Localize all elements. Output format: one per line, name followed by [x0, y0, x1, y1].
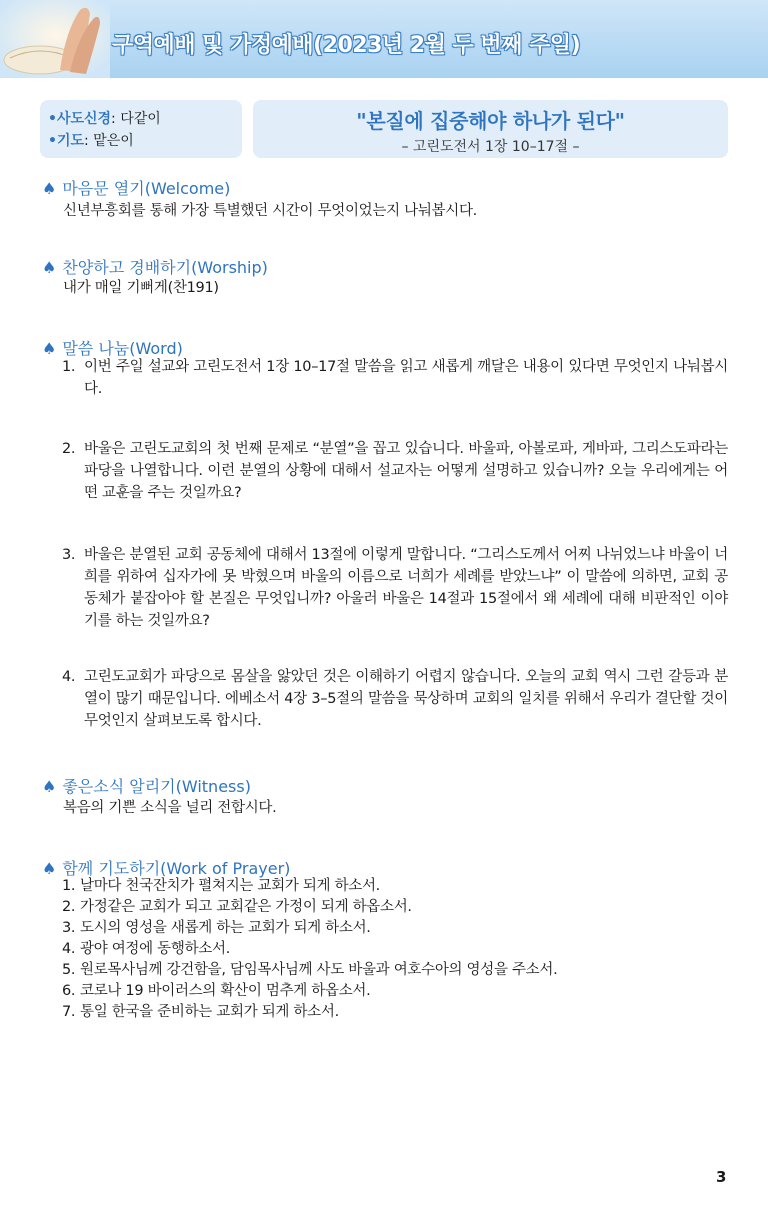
worship-order-box [40, 100, 242, 158]
section-witness-title: ♠ 좋은소식 알리기(Witness) [42, 777, 251, 796]
prayer-list [62, 876, 557, 1023]
prayer-item: 6. 코로나 19 바이러스의 확산이 멈추게 하옵소서. [62, 983, 371, 999]
prayer-item: 4. 광야 여정에 동행하소서. [62, 941, 230, 957]
word-question-1: 1. 이번 주일 설교와 고린도전서 1장 10–17절 말씀을 읽고 새롭게 깨달은 내용이 있다면 무엇인지 나눠봅시다. [62, 359, 728, 397]
creed-value: : 다같이 [111, 111, 161, 127]
prayer-item: 7. 통일 한국을 준비하는 교회가 되게 하소서. [62, 1004, 339, 1020]
word-question-4: 4. 고린도교회가 파당으로 몸살을 앓았던 것은 이해하기 어렵지 않습니다. 오늘의 교회 역시 그런 갈등과 분열이 많기 때문입니다. 에베소서 4장 3–5절의 말씀을 묵상하며 교회의 일치를 위해서 우리가 결단할 것이 무엇인지 살펴보도록 합시다. [62, 669, 728, 729]
page-header [0, 0, 768, 78]
spade-icon: ♠ [42, 258, 57, 277]
page-title: 구역예배 및 가정예배(2023년 2월 두 번째 주일) [112, 33, 581, 58]
word-question-3: 3. 바울은 분열된 교회 공동체에 대해서 13절에 이렇게 말합니다. “그리스도께서 어찌 나뉘었느냐 바울이 너희를 위하여 십자가에 못 박혔으며 바울의 이름으로 너희가 세례를 받았느냐” 이 말씀에 의하면, 교회 공동체가 붙잡아야 할 본질은 무엇입니까? 아울러 바울은 14절과 15절에서 왜 세례에 대해 비판적인 이야기를 하는 것일까요? [62, 547, 728, 629]
prayer-line [48, 130, 242, 152]
word-question-2: 2. 바울은 고린도교회의 첫 번째 문제로 “분열”을 꼽고 있습니다. 바울파, 아볼로파, 게바파, 그리스도파라는 파당을 나열합니다. 이런 분열의 상황에 대해서 설교자는 어떻게 설명하고 있습니까? 오늘 우리에게는 어떤 교훈을 주는 것일까요? [62, 441, 728, 501]
worship-text: 내가 매일 기뻐게(찬191) [63, 280, 219, 296]
sermon-passage: – 고린도전서 1장 10–17절 – [401, 139, 580, 155]
prayer-item: 5. 원로목사님께 강건함을, 담임목사님께 사도 바울과 여호수아의 영성을 주소서. [62, 962, 558, 978]
creed-label: •사도신경 [48, 111, 112, 127]
spade-icon: ♠ [42, 179, 57, 198]
spade-icon: ♠ [42, 859, 57, 878]
prayer-item: 1. 날마다 천국잔치가 펼쳐지는 교회가 되게 하소서. [62, 878, 380, 894]
sermon-title: "본질에 집중해야 하나가 된다" [356, 109, 625, 133]
creed-line [48, 108, 242, 130]
prayer-value: : 맡은이 [84, 133, 134, 149]
prayer-label: •기도 [48, 133, 84, 149]
section-prayer-title: ♠ 함께 기도하기(Work of Prayer) [42, 859, 291, 878]
prayer-item: 3. 도시의 영성을 새롭게 하는 교회가 되게 하소서. [62, 920, 371, 936]
sermon-box [253, 100, 728, 158]
witness-text: 복음의 기쁜 소식을 널리 전합시다. [63, 800, 277, 816]
section-word-title: ♠ 말씀 나눔(Word) [42, 339, 183, 358]
spade-icon: ♠ [42, 777, 57, 796]
section-welcome-title: ♠ 마음문 열기(Welcome) [42, 179, 231, 198]
welcome-text: 신년부흥회를 통해 가장 특별했던 시간이 무엇이었는지 나눠봅시다. [63, 203, 477, 219]
praying-hands-image [0, 0, 110, 78]
prayer-item: 2. 가정같은 교회가 되고 교회같은 가정이 되게 하옵소서. [62, 899, 412, 915]
page-number: 3 [716, 1168, 727, 1186]
section-worship-title: ♠ 찬양하고 경배하기(Worship) [42, 258, 268, 277]
spade-icon: ♠ [42, 339, 57, 358]
